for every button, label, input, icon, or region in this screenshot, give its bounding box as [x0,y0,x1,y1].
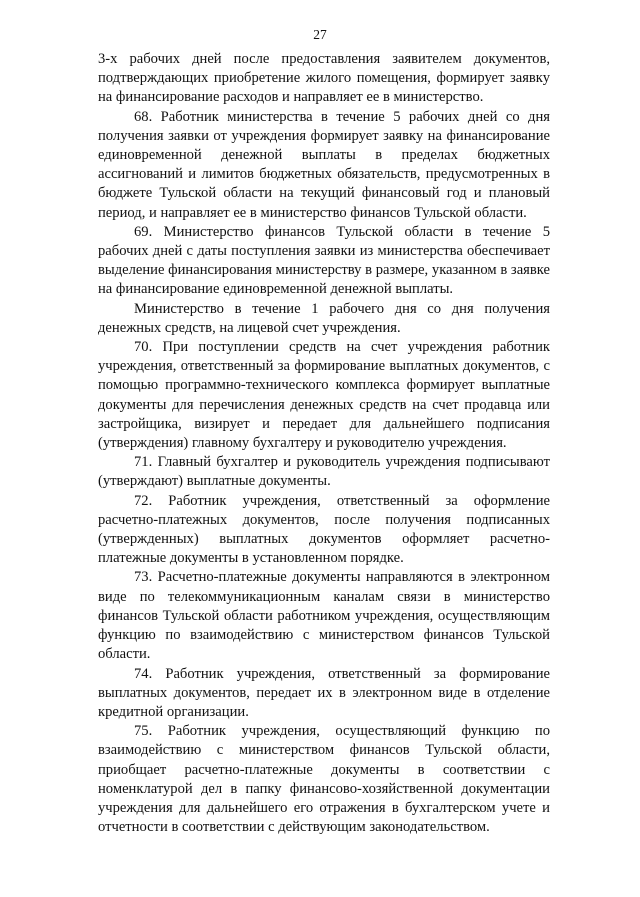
paragraph-69: 69. Министерство финансов Тульской области в течение 5 рабочих дней с даты поступления заявки из министерства обеспечивает выделение финансирования министерству в размере, указанном в заявке на финансирование единовременной денежной выплаты. [98,223,550,298]
paragraph-continuation: 3-х рабочих дней после предоставления заявителем документов, подтверждающих приобретение жилого помещения, формирует заявку на финансирование расходов и направляет ее в министерство. [98,51,550,106]
paragraph-72: 72. Работник учреждения, ответственный за оформление расчетно-платежных документов, после получения подписанных (утвержденных) выплатных документов оформляет расчетно-платежные документы в установленном порядке. [98,492,550,567]
document-body [98,50,550,837]
paragraph-68: 68. Работник министерства в течение 5 рабочих дней со дня получения заявки от учреждения формирует заявку на финансирование единовременной денежной выплаты в пределах бюджетных ассигнований и лимитов бюджетных обязательств, предусмотренных в бюджете Тульской области на текущий финансовый год и плановый период, и направляет ее в министерство финансов Тульской области. [98,108,550,221]
paragraph-74: 74. Работник учреждения, ответственный за формирование выплатных документов, передает их в электронном виде в отделение кредитной организации. [98,665,550,720]
paragraph-75: 75. Работник учреждения, осуществляющий функцию по взаимодействию с министерством финансов Тульской области, приобщает расчетно-платежные документы в соответствии с номенклатурой дел в папку финансово-хозяйственной документации учреждения для дальнейшего его отражения в бухгалтерском учете и отчетности в соответствии с действующим законодательством. [98,723,550,836]
page-number: 27 [313,27,327,42]
paragraph-71: 71. Главный бухгалтер и руководитель учреждения подписывают (утверждают) выплатные документы. [98,454,550,490]
paragraph-70: 70. При поступлении средств на счет учреждения работник учреждения, ответственный за формирование выплатных документов, с помощью программно-технического комплекса формирует выплатные документы для перечисления денежных средств на счет продавца или застройщика, визирует и передает для дальнейшего подписания (утверждения) главному бухгалтеру и руководителю учреждения. [98,339,550,452]
paragraph-73: 73. Расчетно-платежные документы направляются в электронном виде по телекоммуникационным каналам связи в министерство финансов Тульской области работником учреждения, осуществляющим функцию по взаимодействию с министерством финансов Тульской области. [98,569,550,663]
paragraph-69-part-2: Министерство в течение 1 рабочего дня со дня получения денежных средств, на лицевой счет учреждения. [98,300,550,336]
